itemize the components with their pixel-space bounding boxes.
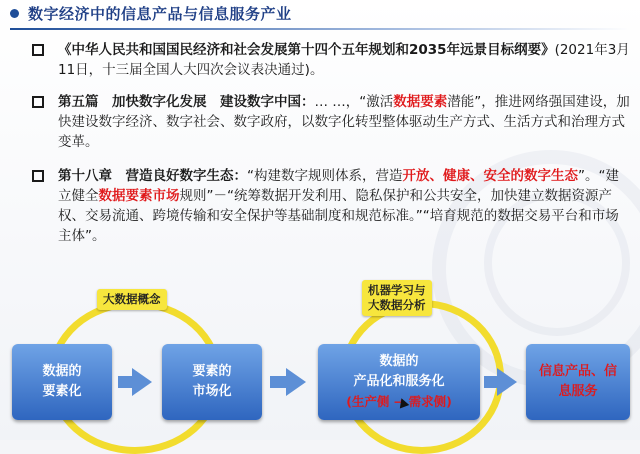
chapter18-highlight-1: 开放、健康、安全的数字生态 bbox=[402, 168, 578, 184]
chapter18-text-3: 规则”－“统筹数据开发利用、隐私保护和公共安全，加快建立数据资源产权、交易流通、跨境传输和安全保护等基础制度和规范标准。”“培育规范的数据交易平台和市场主体”。 bbox=[58, 188, 619, 244]
box2-line1: 要素的 bbox=[192, 364, 232, 379]
chapter18-heading: 第十八章 营造良好数字生态： bbox=[58, 168, 247, 184]
label-big-data-concept: 大数据概念 bbox=[97, 289, 167, 310]
chapter18-text-1: “构建数字规则体系，营造 bbox=[247, 168, 403, 184]
square-bullet-icon bbox=[32, 96, 44, 108]
box-data-factorization bbox=[12, 344, 112, 420]
box3-line1: 数据的 bbox=[379, 354, 419, 369]
label-ml-line2: 大数据分析 bbox=[368, 298, 426, 312]
part5-text-1: … …，“激活 bbox=[314, 94, 394, 110]
label-ml-analytics bbox=[362, 280, 432, 316]
arrow-right-icon bbox=[497, 368, 517, 396]
slide-header bbox=[0, 0, 640, 30]
square-bullet-icon bbox=[32, 44, 44, 56]
square-bullet-icon bbox=[32, 170, 44, 182]
label-ml-line1: 机器学习与 bbox=[368, 283, 426, 297]
box1-line1: 数据的 bbox=[42, 364, 82, 379]
chapter18-highlight-2: 数据要素市场 bbox=[98, 188, 180, 204]
arrow-right-icon bbox=[286, 368, 306, 396]
box3-line2: 产品化和服务化 bbox=[353, 374, 445, 389]
chapter18-text-2: ”。“建立健全 bbox=[58, 168, 619, 204]
page-title: 数字经济中的信息产品与信息服务产业 bbox=[28, 5, 292, 23]
title-bullet-icon bbox=[10, 9, 19, 18]
box3-sub: (生产侧 → 需求侧) bbox=[346, 394, 452, 409]
part5-highlight: 数据要素 bbox=[393, 94, 448, 110]
title-divider bbox=[10, 28, 630, 30]
plan-date: (2021年3月11日，十三届全国人大四次会议表决通过)。 bbox=[58, 42, 630, 78]
box1-line2: 要素化 bbox=[42, 384, 82, 399]
arrow-right-icon bbox=[132, 368, 152, 396]
box4-line1: 信息产品、信 bbox=[538, 364, 617, 379]
plan-title: 《中华人民共和国国民经济和社会发展第十四个五年规划和2035年远景目标纲要》 bbox=[58, 42, 555, 58]
flow-diagram bbox=[0, 280, 640, 440]
box-factor-marketization bbox=[162, 344, 262, 420]
box4-line2: 息服务 bbox=[558, 384, 598, 399]
box-info-products-services bbox=[526, 344, 630, 420]
part5-heading: 第五篇 加快数字化发展 建设数字中国： bbox=[58, 94, 315, 110]
paragraph-plan bbox=[58, 40, 630, 80]
part5-text-2: 潜能”，推进网络强国建设，加快建设数字经济、数字社会、数字政府，以数字化转型整体驱动生产方式、生活方式和治理方式变革。 bbox=[58, 94, 630, 150]
box2-line2: 市场化 bbox=[192, 384, 232, 399]
paragraph-part5 bbox=[58, 92, 630, 152]
paragraph-chapter18 bbox=[58, 166, 630, 246]
